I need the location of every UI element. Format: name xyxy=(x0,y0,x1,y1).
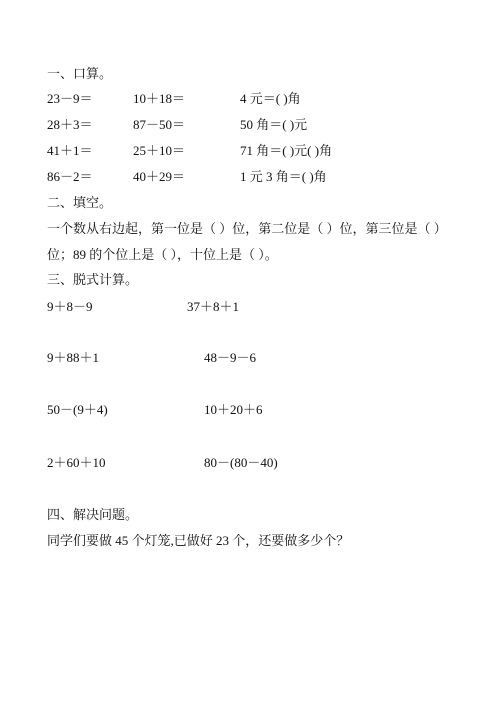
oral-item: 25＋10＝ xyxy=(133,143,186,158)
oral-item: 23－9＝ xyxy=(47,91,93,106)
calc-item: 37＋8＋1 xyxy=(187,299,240,314)
calc-item: 48－9－6 xyxy=(204,350,257,365)
oral-item: 1 元 3 角＝( )角 xyxy=(240,169,327,184)
calc-item: 9＋8－9 xyxy=(47,299,93,314)
oral-item: 71 角＝( )元( )角 xyxy=(240,143,333,158)
oral-item: 10＋18＝ xyxy=(133,91,186,106)
oral-item: 86－2＝ xyxy=(47,169,93,184)
section-4-title: 四、解决问题。 xyxy=(47,507,139,522)
fill-blank-line-1: 一个数从右边起，第一位是（ ）位，第二位是（ ）位，第三位是（ ） xyxy=(47,221,447,236)
calc-item: 80－(80－40) xyxy=(204,455,278,470)
oral-item: 4 元＝( )角 xyxy=(240,91,301,106)
oral-item: 28＋3＝ xyxy=(47,117,93,132)
calc-item: 50－(9＋4) xyxy=(47,402,108,417)
section-3-title: 三、脱式计算。 xyxy=(47,272,139,287)
section-2-title: 二、填空。 xyxy=(47,195,113,210)
oral-item: 50 角＝( )元 xyxy=(240,117,308,132)
calc-item: 9＋88＋1 xyxy=(47,350,100,365)
fill-blank-line-2: 位；89 的个位上是（ ），十位上是（ ）。 xyxy=(47,247,278,262)
oral-item: 41＋1＝ xyxy=(47,143,93,158)
calc-item: 10＋20＋6 xyxy=(204,402,263,417)
section-1-title: 一、口算。 xyxy=(47,66,113,81)
oral-item: 87－50＝ xyxy=(133,117,186,132)
calc-item: 2＋60＋10 xyxy=(47,455,106,470)
word-problem: 同学们要做 45 个灯笼,已做好 23 个，还要做多少个？ xyxy=(47,533,350,548)
oral-item: 40＋29＝ xyxy=(133,169,186,184)
